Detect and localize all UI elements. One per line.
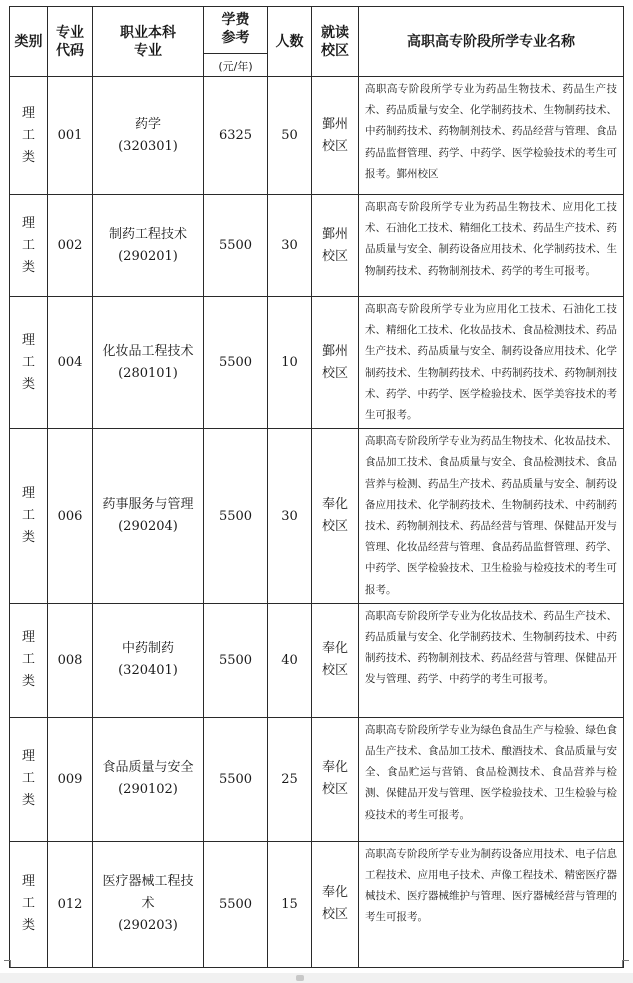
code-text: 006: [57, 508, 83, 524]
code-text: 012: [57, 896, 83, 912]
code-text: 001: [57, 128, 83, 143]
count-text: 30: [281, 238, 298, 253]
count-text: 30: [281, 508, 298, 524]
campus-cell: [312, 429, 359, 604]
code-cell: [48, 195, 93, 297]
major-name: 医疗器械工程技术: [102, 874, 194, 912]
count-cell: [268, 195, 312, 297]
major-name: 食品质量与安全: [102, 760, 194, 776]
header-fee: [204, 7, 268, 77]
desc-text: 高职高专阶段所学专业为药品生物技术、应用化工技术、石油化工技术、精细化工技术、药品生产技术、药品质量与安全、制药设备应用技术、化学制药技术、生物制药技术、药物制剂技术、药学的考生可报考。: [365, 201, 617, 277]
campus-cell: [312, 603, 359, 717]
header-count: 人数: [268, 7, 312, 77]
table-row: [10, 603, 624, 717]
campus-cell: [312, 77, 359, 195]
category-cell: [10, 841, 48, 967]
fee-cell: [204, 603, 268, 717]
count-cell: [268, 841, 312, 967]
fee-text: 6325: [218, 128, 253, 143]
major-name: 中药制药: [121, 641, 174, 657]
campus-cell: [312, 717, 359, 841]
category-cell: [10, 77, 48, 195]
category-cell: [10, 603, 48, 717]
campus-cell: [312, 297, 359, 429]
count-text: 40: [281, 652, 298, 668]
desc-cell: [359, 195, 624, 297]
category-text: 理工类: [21, 749, 35, 809]
desc-text: 高职高专阶段所学专业为制药设备应用技术、电子信息工程技术、应用电子技术、声像工程技术、精密医疗器械技术、医疗器械维护与管理、医疗器械经营与管理的考生可报考。: [365, 847, 617, 924]
major-code: (320401): [118, 663, 178, 679]
header-campus: 就读校区: [312, 7, 359, 77]
desc-cell: [359, 429, 624, 604]
code-text: 002: [57, 238, 83, 253]
code-cell: [48, 841, 93, 967]
category-cell: [10, 195, 48, 297]
desc-text: 高职高专阶段所学专业为化妆品技术、药品生产技术、药品质量与安全、化学制药技术、生物制药技术、中药制药技术、药物制剂技术、药品经营与管理、保健品开发与管理、药学、中药学的考生可报考。: [365, 609, 617, 686]
table-row: [10, 841, 624, 967]
campus-text: 奉化校区: [321, 497, 348, 535]
table-row: [10, 77, 624, 195]
major-name: 化妆品工程技术: [102, 343, 194, 359]
table-body: [10, 77, 624, 968]
category-cell: [10, 429, 48, 604]
code-text: 009: [57, 771, 83, 787]
count-cell: [268, 717, 312, 841]
major-cell: [93, 77, 204, 195]
fee-cell: [204, 841, 268, 967]
major-cell: [93, 717, 204, 841]
desc-text: 高职高专阶段所学专业为药品生物技术、药品生产技术、药品质量与安全、化学制药技术、生物制药技术、中药制药技术、药物制剂技术、药品经营与管理、食品药品监督管理、药学、中药学、医学检验技术的考生可报考。鄞州校区: [365, 83, 617, 180]
count-text: 25: [281, 771, 298, 787]
header-code: 专业代码: [48, 7, 93, 77]
fee-text: 5500: [218, 355, 253, 371]
code-text: 004: [57, 355, 83, 371]
major-name: 药事服务与管理: [102, 497, 194, 513]
count-text: 50: [281, 128, 298, 143]
table-row: [10, 297, 624, 429]
desc-text: 高职高专阶段所学专业为药品生物技术、化妆品技术、食品加工技术、食品质量与安全、食品检测技术、食品营养与检测、药品生产技术、药品质量与安全、制药设备应用技术、化学制药技术、生物制药技术、中药制药技术、药物制剂技术、药品经营与管理、保健品开发与管理、化妆品经营与管理、食品药品监督管理、药学、中药学、医学检验技术、卫生检验与检疫技术的考生可报考。: [365, 435, 617, 596]
count-cell: [268, 297, 312, 429]
code-cell: [48, 297, 93, 429]
campus-cell: [312, 195, 359, 297]
header-desc: 高职高专阶段所学专业名称: [359, 7, 624, 77]
fee-cell: [204, 717, 268, 841]
fee-text: 5500: [218, 896, 253, 912]
major-cell: [93, 841, 204, 967]
scrollbar-thumb[interactable]: [296, 975, 304, 981]
fee-cell: [204, 77, 268, 195]
major-code: (290204): [118, 519, 178, 535]
header-major: 职业本科专业: [93, 7, 204, 77]
count-text: 15: [281, 896, 298, 912]
fee-text: 5500: [218, 238, 253, 253]
campus-text: 奉化校区: [321, 641, 348, 679]
major-code: (280101): [118, 365, 178, 381]
category-text: 理工类: [21, 630, 35, 690]
fee-cell: [204, 297, 268, 429]
major-cell: [93, 603, 204, 717]
category-text: 理工类: [21, 215, 35, 275]
category-cell: [10, 297, 48, 429]
major-name: 制药工程技术: [108, 226, 187, 242]
table-row: [10, 429, 624, 604]
major-cell: [93, 297, 204, 429]
page-corner-mark-left: [4, 960, 11, 967]
header-fee-label: 学费参考: [204, 7, 267, 54]
campus-text: 鄞州校区: [321, 116, 348, 154]
category-cell: [10, 717, 48, 841]
header-row: [10, 7, 624, 77]
code-text: 008: [57, 652, 83, 668]
count-cell: [268, 429, 312, 604]
count-cell: [268, 603, 312, 717]
campus-text: 奉化校区: [321, 760, 348, 798]
count-cell: [268, 77, 312, 195]
fee-text: 5500: [218, 652, 253, 668]
campus-text: 鄞州校区: [321, 226, 348, 264]
category-text: 理工类: [21, 874, 35, 934]
horizontal-scrollbar[interactable]: [0, 973, 633, 983]
major-name: 药学: [134, 116, 161, 132]
desc-text: 高职高专阶段所学专业为绿色食品生产与检验、绿色食品生产技术、食品加工技术、酿酒技术、食品质量与安全、食品贮运与营销、食品检测技术、食品营养与检测、保健品开发与管理、医学检验技术、卫生检验与检疫技术的考生可报考。: [365, 723, 617, 821]
code-cell: [48, 603, 93, 717]
category-text: 理工类: [21, 332, 35, 392]
fee-text: 5500: [218, 771, 253, 787]
desc-cell: [359, 77, 624, 195]
fee-cell: [204, 195, 268, 297]
code-cell: [48, 717, 93, 841]
major-code: (290102): [118, 782, 178, 798]
fee-cell: [204, 429, 268, 604]
table-row: [10, 195, 624, 297]
header-fee-unit: (元/年): [218, 60, 253, 73]
campus-text: 鄞州校区: [321, 343, 348, 381]
major-cell: [93, 195, 204, 297]
header-category: 类别: [10, 7, 48, 77]
category-text: 理工类: [21, 105, 35, 165]
count-text: 10: [281, 355, 298, 371]
desc-cell: [359, 717, 624, 841]
page-corner-mark-right: [622, 960, 629, 967]
admission-table: [9, 6, 624, 968]
category-text: 理工类: [21, 486, 35, 546]
code-cell: [48, 429, 93, 604]
desc-cell: [359, 603, 624, 717]
campus-cell: [312, 841, 359, 967]
desc-text: 高职高专阶段所学专业为应用化工技术、石油化工技术、精细化工技术、化妆品技术、食品检测技术、药品生产技术、药品质量与安全、制药设备应用技术、化学制药技术、生物制药技术、中药制药技术、药物制剂技术、药学、中药学、医学检验技术、医学美容技术的考生可报考。: [365, 303, 617, 422]
desc-cell: [359, 297, 624, 429]
campus-text: 奉化校区: [321, 885, 348, 923]
major-cell: [93, 429, 204, 604]
desc-cell: [359, 841, 624, 967]
code-cell: [48, 77, 93, 195]
table-row: [10, 717, 624, 841]
major-code: (290203): [118, 918, 178, 934]
major-code: (320301): [118, 138, 178, 154]
fee-text: 5500: [218, 508, 253, 524]
major-code: (290201): [118, 248, 178, 264]
